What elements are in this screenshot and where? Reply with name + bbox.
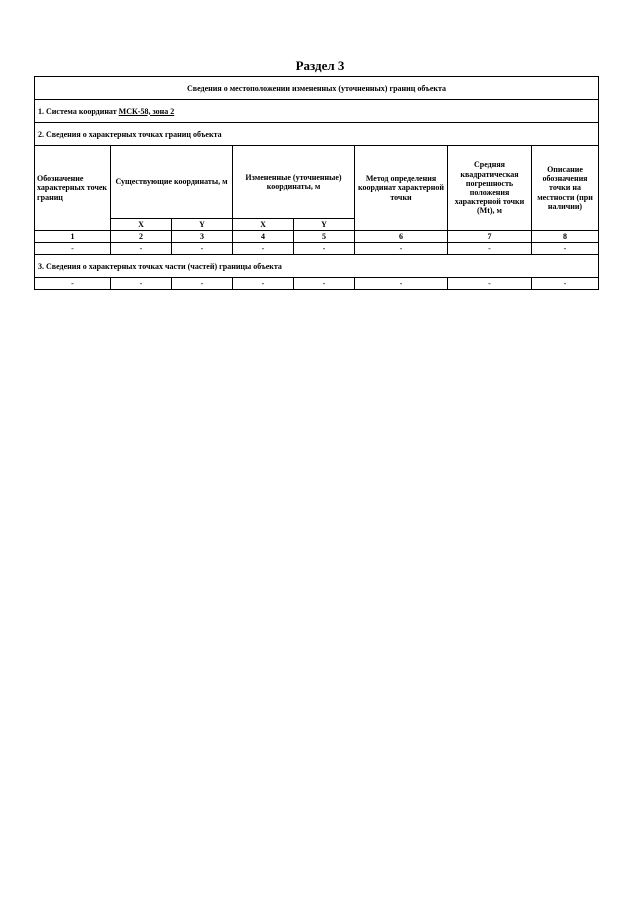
table-cell: -	[35, 243, 111, 255]
coordinate-system-row	[35, 100, 599, 123]
sub-existing-x: X	[111, 219, 172, 231]
coordinate-system-label: 1. Система координат	[38, 106, 119, 116]
table-cell: -	[532, 243, 599, 255]
col-method: Метод определения координат характерной точки	[355, 146, 448, 231]
column-numbers-row	[35, 231, 599, 243]
column-number: 7	[448, 231, 532, 243]
table-cell: -	[111, 243, 172, 255]
table-cell: -	[233, 278, 294, 290]
column-number: 8	[532, 231, 599, 243]
col-point-designation: Обозначение характерных точек границ	[35, 146, 111, 231]
table-cell: -	[355, 278, 448, 290]
table-row	[35, 278, 599, 290]
column-number: 1	[35, 231, 111, 243]
table-cell: -	[294, 278, 355, 290]
table-cell: -	[355, 243, 448, 255]
table-cell: -	[172, 278, 233, 290]
coordinate-system-value: МСК-58, зона 2	[118, 106, 175, 116]
column-number: 4	[233, 231, 294, 243]
column-number: 2	[111, 231, 172, 243]
boundary-points-table	[34, 76, 599, 290]
col-mean-error: Средняя квадратическая погрешность положения характерной точки (Mt), м	[448, 146, 532, 231]
table-cell: -	[233, 243, 294, 255]
table-cell: -	[532, 278, 599, 290]
section3-title: 3. Сведения о характерных точках части (частей) границы объекта	[35, 255, 599, 278]
sub-changed-x: X	[233, 219, 294, 231]
table-row	[35, 243, 599, 255]
table-cell: -	[448, 243, 532, 255]
column-number: 6	[355, 231, 448, 243]
column-number: 5	[294, 231, 355, 243]
col-description: Описание обозначения точки на местности (при наличии)	[532, 146, 599, 231]
table-heading: Сведения о местоположении измененных (уточненных) границ объекта	[35, 77, 599, 100]
section-title: Раздел 3	[295, 58, 345, 73]
table-cell: -	[111, 278, 172, 290]
sub-existing-y: Y	[172, 219, 233, 231]
section2-title: 2. Сведения о характерных точках границ объекта	[35, 123, 599, 146]
table-cell: -	[35, 278, 111, 290]
col-existing-coordinates: Существующие координаты, м	[111, 146, 233, 219]
table-cell: -	[448, 278, 532, 290]
table-cell: -	[294, 243, 355, 255]
column-number: 3	[172, 231, 233, 243]
sub-changed-y: Y	[294, 219, 355, 231]
table-cell: -	[172, 243, 233, 255]
col-changed-coordinates: Измененные (уточненные) координаты, м	[233, 146, 355, 219]
